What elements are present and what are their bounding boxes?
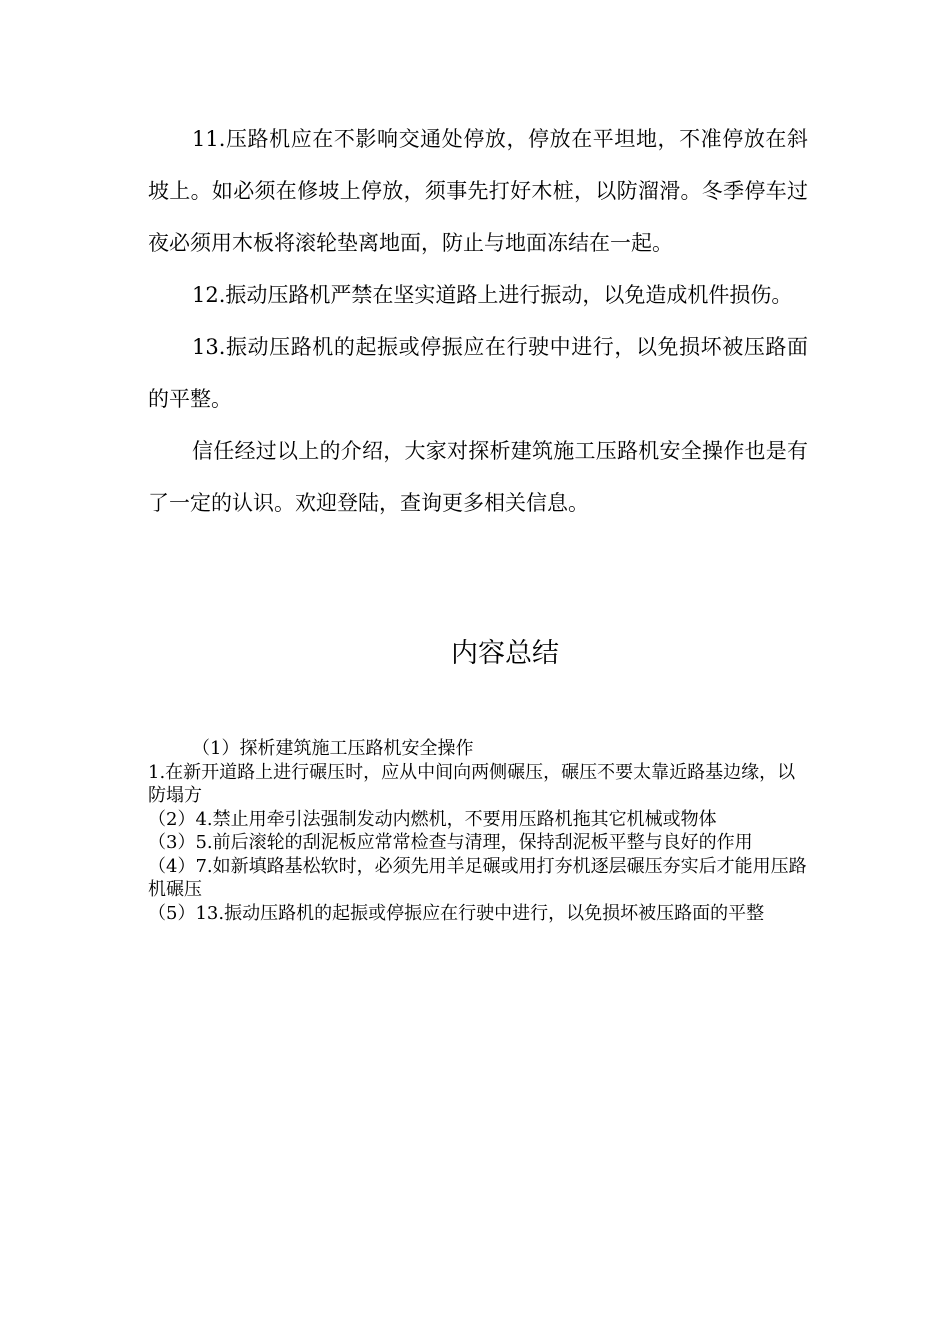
summary-line-3: （3）5.前后滚轮的刮泥板应常常检查与清理，保持刮泥板平整与良好的作用	[148, 832, 753, 853]
paragraph-11: 11.压路机应在不影响交通处停放，停放在平坦地，不准停放在斜坡上。如必须在修坡上停放，须事先打好木桩，以防溜滑。冬季停车过夜必须用木板将滚轮垫离地面，防止与地面冻结在一起。	[148, 127, 808, 255]
summary-line-1: 1.在新开道路上进行碾压时，应从中间向两侧碾压，碾压不要太靠近路基边缘，以防塌方	[148, 761, 796, 806]
summary-line-4: （4）7.如新填路基松软时，必须先用羊足碾或用打夯机逐层碾压夯实后才能用压路机碾压	[148, 855, 807, 900]
summary-section	[148, 737, 808, 925]
summary-line-2: （2）4.禁止用牵引法强制发动内燃机，不要用压路机拖其它机械或物体	[148, 808, 717, 830]
body-text	[148, 113, 808, 529]
paragraph-conclusion: 信任经过以上的介绍，大家对探析建筑施工压路机安全操作也是有了一定的认识。欢迎登陆，查询更多相关信息。	[148, 439, 808, 515]
paragraph-12: 12.振动压路机严禁在坚实道路上进行振动，以免造成机件损伤。	[192, 283, 793, 307]
summary-line-5: （5）13.振动压路机的起振或停振应在行驶中进行，以免损坏被压路面的平整	[148, 902, 765, 924]
paragraph-13: 13.振动压路机的起振或停振应在行驶中进行，以免损坏被压路面的平整。	[148, 335, 808, 411]
summary-heading: 内容总结	[451, 638, 559, 669]
summary-title-line: （1）探析建筑施工压路机安全操作	[192, 738, 474, 759]
